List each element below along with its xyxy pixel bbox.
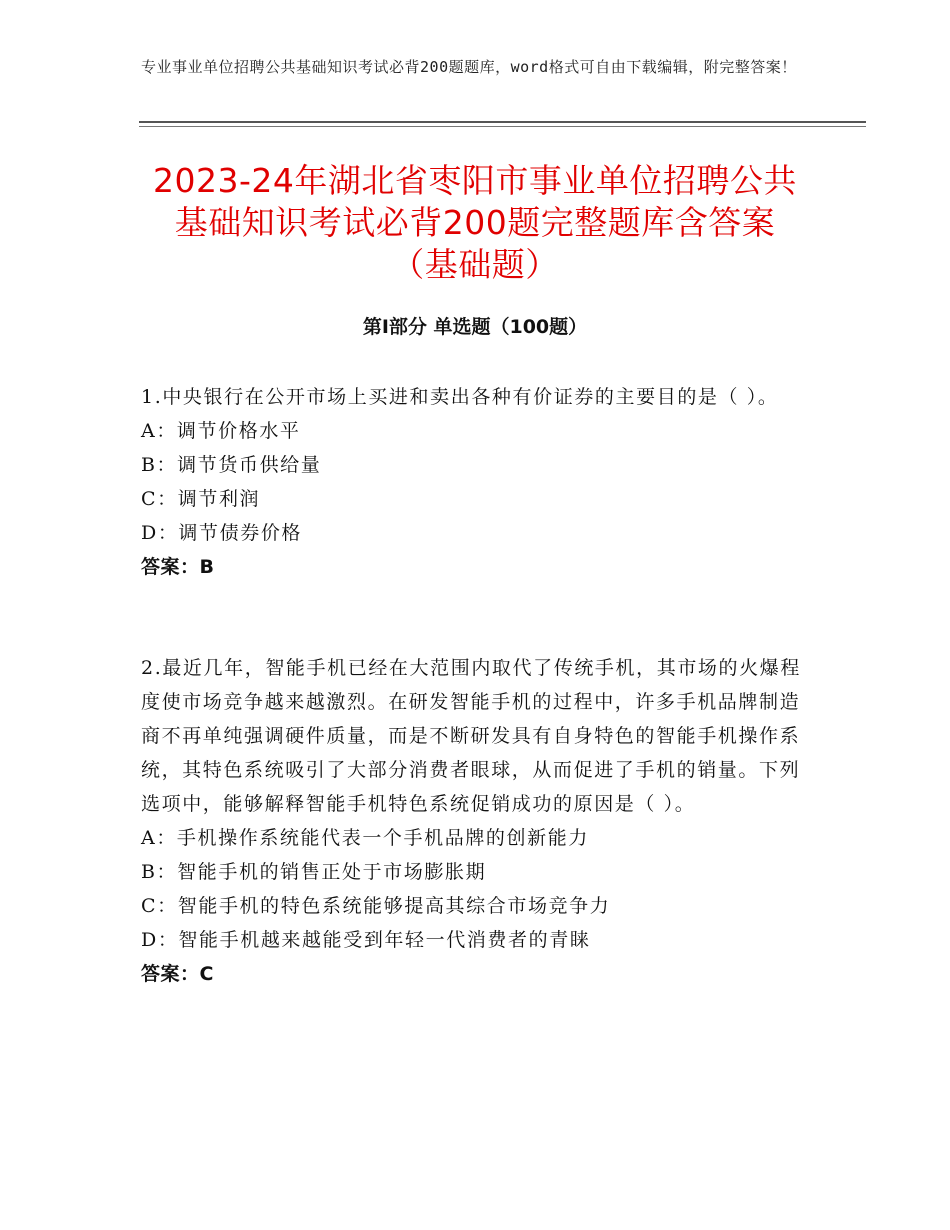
title-line-2: 基础知识考试必背200题完整题库含答案 [174,203,776,242]
option-d: D：智能手机越来越能受到年轻一代消费者的青睐 [141,929,591,951]
question-stem: 2.最近几年，智能手机已经在大范围内取代了传统手机，其市场的火爆程度使市场竞争越来越激烈。在研发智能手机的过程中，许多手机品牌制造商不再单纯强调硬件质量，而是不断研发具有自身特色的智能手机操作系统，其特色系统吸引了大部分消费者眼球，从而促进了手机的销量。下列选项中，能够解释智能手机特色系统促销成功的原因是（ ）。 [141,657,801,815]
header-divider-thin [139,126,866,127]
option-c: C：智能手机的特色系统能够提高其综合市场竞争力 [141,895,611,917]
option-b: B：调节货币供给量 [141,454,322,476]
option-b: B：智能手机的销售正处于市场膨胀期 [141,861,487,883]
title-line-3: （基础题） [391,245,559,284]
option-d: D：调节债券价格 [141,522,303,544]
option-a: A：调节价格水平 [141,420,301,442]
option-a: A：手机操作系统能代表一个手机品牌的创新能力 [141,827,589,849]
section-title: 第Ⅰ部分 单选题（100题） [362,316,588,338]
question-2 [141,651,801,991]
header-note: 专业事业单位招聘公共基础知识考试必背200题题库，word格式可自由下载编辑，附完整答案！ [141,58,797,76]
document-title [120,160,830,286]
answer-text: 答案：B [141,556,215,578]
answer-text: 答案：C [141,963,214,985]
title-line-1: 2023-24年湖北省枣阳市事业单位招聘公共 [153,161,797,200]
option-c: C：调节利润 [141,488,261,510]
question-stem: 1.中央银行在公开市场上买进和卖出各种有价证券的主要目的是（ ）。 [141,386,779,408]
header-divider-thick [139,121,866,123]
question-1 [141,380,801,584]
